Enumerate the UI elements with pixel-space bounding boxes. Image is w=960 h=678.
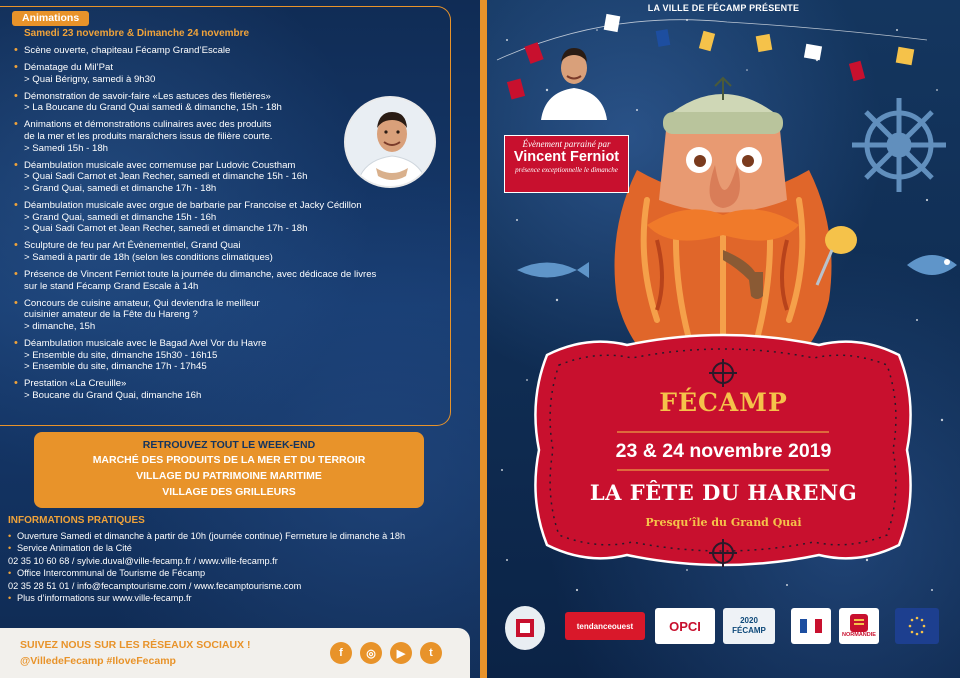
info-line[interactable]: 02 35 28 51 01 / info@fecamptourisme.com / www.fecamptourisme.com <box>8 580 302 591</box>
presents-line: LA VILLE DE FÉCAMP PRÉSENTE <box>647 3 800 13</box>
patron-label: Évènement parrainé par <box>522 139 611 149</box>
union-europeenne-logo <box>895 608 939 644</box>
region-normandie-logo <box>839 608 879 644</box>
animation-line: > Boucane du Grand Quai, dimanche 16h <box>24 389 202 401</box>
animation-item <box>14 45 444 57</box>
poster-page <box>487 0 960 678</box>
weekend-line: VILLAGE DES GRILLEURS <box>162 486 296 498</box>
social-hashtags[interactable]: @VilledeFecamp #IloveFecamp <box>20 655 176 667</box>
info-list <box>8 530 448 604</box>
ville-fecamp-logo <box>505 606 545 650</box>
opci-text: OPCI <box>669 618 701 634</box>
patron-note: présence exceptionnelle le dimanche <box>515 166 618 174</box>
animation-item <box>14 338 444 373</box>
animation-line: • Prestation «La Creuille» <box>24 378 127 390</box>
animation-line: > Quai Sadi Carnot et Jean Recher, samedi et dimanche 17h - 18h <box>24 223 308 235</box>
social-title: SUIVEZ NOUS SUR LES RÉSEAUX SOCIAUX ! <box>20 639 251 651</box>
animation-item <box>14 378 444 401</box>
partner-logos <box>505 604 945 654</box>
normandie-text: NORMANDIE <box>842 632 876 638</box>
animation-line: > Ensemble du site, dimanche 17h - 17h45 <box>24 361 207 373</box>
animation-line: • Sculpture de feu par Art Évènementiel, Grand Quai <box>24 240 241 252</box>
animation-item <box>14 298 444 333</box>
vincent-ferniot-photo <box>344 96 436 188</box>
animation-line: sur le stand Fécamp Grand Escale à 14h <box>24 280 199 292</box>
animation-line: • Dématage du Mil’Pat <box>24 62 114 74</box>
animation-item <box>14 269 444 292</box>
animation-line: > La Boucane du Grand Quai samedi & dimanche, 15h - 18h <box>24 102 282 114</box>
animation-line: • Déambulation musicale avec cornemuse par Ludovic Coustham <box>24 159 296 171</box>
animation-line: • Déambulation musicale avec le Bagad Avel Vor du Havre <box>24 337 267 349</box>
patron-card <box>504 135 629 193</box>
info-line: • Service Animation de la Cité <box>8 542 448 554</box>
animation-item <box>14 240 444 263</box>
fecamp-2020-text: 2020 FÉCAMP <box>732 616 766 635</box>
weekend-line: VILLAGE DU PATRIMOINE MARITIME <box>136 470 322 482</box>
animation-line: > Ensemble du site, dimanche 15h30 - 16h15 <box>24 349 218 361</box>
fecamp-2020-logo <box>723 608 775 644</box>
animation-line: > Samedi 15h - 18h <box>24 142 109 154</box>
info-line: • Ouverture Samedi et dimanche à partir de 10h (journée continue) Fermeture le dimanche à 18h <box>8 530 448 542</box>
twitter-icon[interactable]: t <box>420 642 442 664</box>
animation-item <box>14 62 444 85</box>
animations-date: Samedi 23 novembre & Dimanche 24 novembre <box>24 28 250 39</box>
republique-francaise-logo <box>791 608 831 644</box>
vincent-ferniot-portrait <box>539 40 609 120</box>
animation-line: > Grand Quai, samedi et dimanche 17h - 18h <box>24 182 217 194</box>
tendance-ouest-logo <box>565 612 645 640</box>
animation-line: • Déambulation musicale avec orgue de barbarie par Francoise et Jacky Cédillon <box>24 200 362 212</box>
event-place: Presqu’île du Grand Quai <box>645 516 802 529</box>
opci-logo <box>655 608 715 644</box>
animation-line: > Grand Quai, samedi et dimanche 15h - 16h <box>24 211 217 223</box>
animation-line: • Scène ouverte, chapiteau Fécamp Grand’Escale <box>24 45 231 56</box>
info-line[interactable]: 02 35 10 60 68 / sylvie.duval@ville-fecamp.fr / www.ville-fecamp.fr <box>8 555 278 566</box>
fold-spine <box>480 0 487 678</box>
weekend-line: MARCHÉ DES PRODUITS DE LA MER ET DU TERROIR <box>92 454 366 466</box>
weekend-box <box>34 432 424 508</box>
youtube-icon[interactable]: ▶ <box>390 642 412 664</box>
animation-line: > Samedi à partir de 18h (selon les conditions climatiques) <box>24 251 273 263</box>
weekend-title: RETROUVEZ TOUT LE WEEK-END <box>142 439 316 451</box>
facebook-icon[interactable]: f <box>330 642 352 664</box>
social-icons <box>330 642 442 664</box>
animation-line: de la mer et les produits maraîchers issus de filière courte. <box>24 131 273 143</box>
animation-line: • Démonstration de savoir-faire «Les astuces des filetières» <box>24 90 271 102</box>
animation-line: • Présence de Vincent Ferniot toute la journée du dimanche, avec dédicace de livres <box>24 269 377 280</box>
info-line: • Plus d’informations sur www.ville-fecamp.fr <box>8 592 448 604</box>
info-line: • Office Intercommunal de Tourisme de Fécamp <box>8 567 448 579</box>
event-title: LA FÊTE DU HARENG <box>589 480 858 505</box>
city-title: FÉCAMP <box>659 388 788 417</box>
animation-line: > Quai Sadi Carnot et Jean Recher, samedi et dimanche 15h - 16h <box>24 171 308 183</box>
social-bar <box>0 628 470 678</box>
animation-line: cuisinier amateur de la Fête du Hareng ? <box>24 309 198 321</box>
info-title: INFORMATIONS PRATIQUES <box>8 515 145 526</box>
animation-line: • Animations et démonstrations culinaires avec des produits <box>24 119 272 131</box>
event-dates: 23 & 24 novembre 2019 <box>615 440 832 462</box>
tendance-ouest-text: tendanceouest <box>576 621 634 631</box>
animation-item <box>14 200 444 235</box>
animation-line: > Quai Bérigny, samedi à 9h30 <box>24 73 156 85</box>
instagram-icon[interactable]: ◎ <box>360 642 382 664</box>
patron-name: Vincent Ferniot <box>513 149 620 165</box>
animation-line: • Concours de cuisine amateur, Qui deviendra le meilleur <box>24 297 260 309</box>
animation-line: > dimanche, 15h <box>24 320 96 332</box>
animations-tag: Animations <box>12 11 89 26</box>
